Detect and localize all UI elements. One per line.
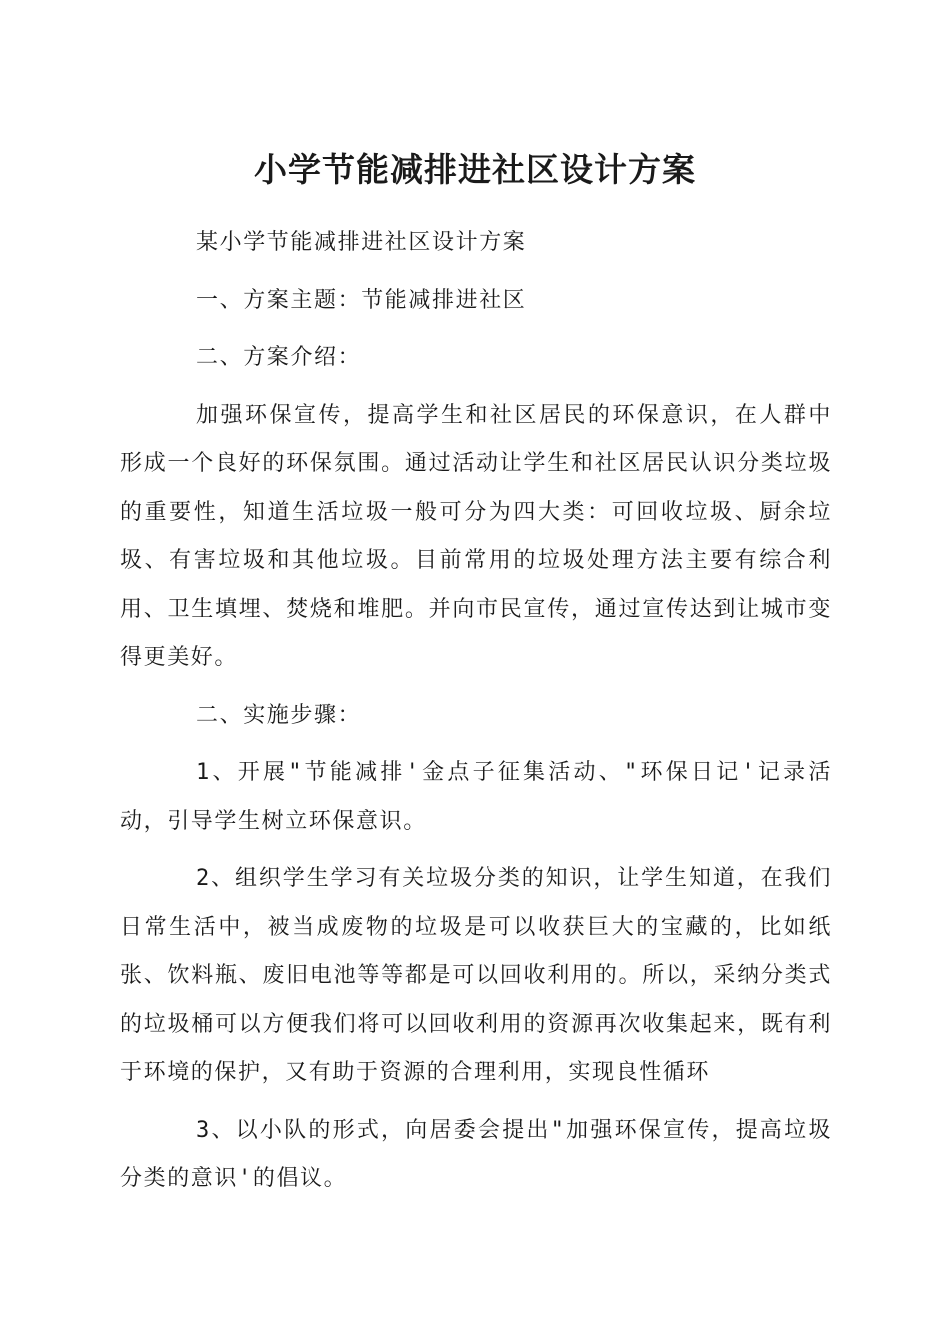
paragraph-step-3: 3、以小队的形式，向居委会提出"加强环保宣传，提高垃圾分类的意识'的倡议。 <box>120 1117 832 1191</box>
paragraph-theme: 一、方案主题：节能减排进社区 <box>196 287 527 313</box>
paragraph-intro: 加强环保宣传，提高学生和社区居民的环保意识，在人群中形成一个良好的环保氛围。通过活动让学生和社区居民认识分类垃圾的重要性，知道生活垃圾一般可分为四大类：可回收垃圾、厨余垃圾、有害垃圾和其他垃圾。目前常用的垃圾处理方法主要有综合利用、卫生填埋、焚烧和堆肥。并向市民宣传，通过宣传达到让城市变得更美好。 <box>120 402 832 670</box>
paragraph-heading: 某小学节能减排进社区设计方案 <box>196 230 527 255</box>
paragraph-step-1: 1、开展"节能减排'金点子征集活动、"环保日记'记录活动，引导学生树立环保意识。 <box>120 760 832 834</box>
paragraph-intro-heading: 二、方案介绍： <box>196 345 362 370</box>
paragraph-steps-heading: 二、实施步骤： <box>196 702 362 728</box>
document-body <box>120 219 832 1213</box>
document-title: 小学节能减排进社区设计方案 <box>254 150 696 189</box>
paragraph-step-2: 2、组织学生学习有关垃圾分类的知识，让学生知道，在我们日常生活中，被当成废物的垃圾是可以收获巨大的宝藏的，比如纸张、饮料瓶、废旧电池等等都是可以回收利用的。所以，采纳分类式的垃圾桶可以方便我们将可以回收利用的资源再次收集起来，既有利于环境的保护，又有助于资源的合理利用，实现良性循环 <box>120 866 832 1085</box>
